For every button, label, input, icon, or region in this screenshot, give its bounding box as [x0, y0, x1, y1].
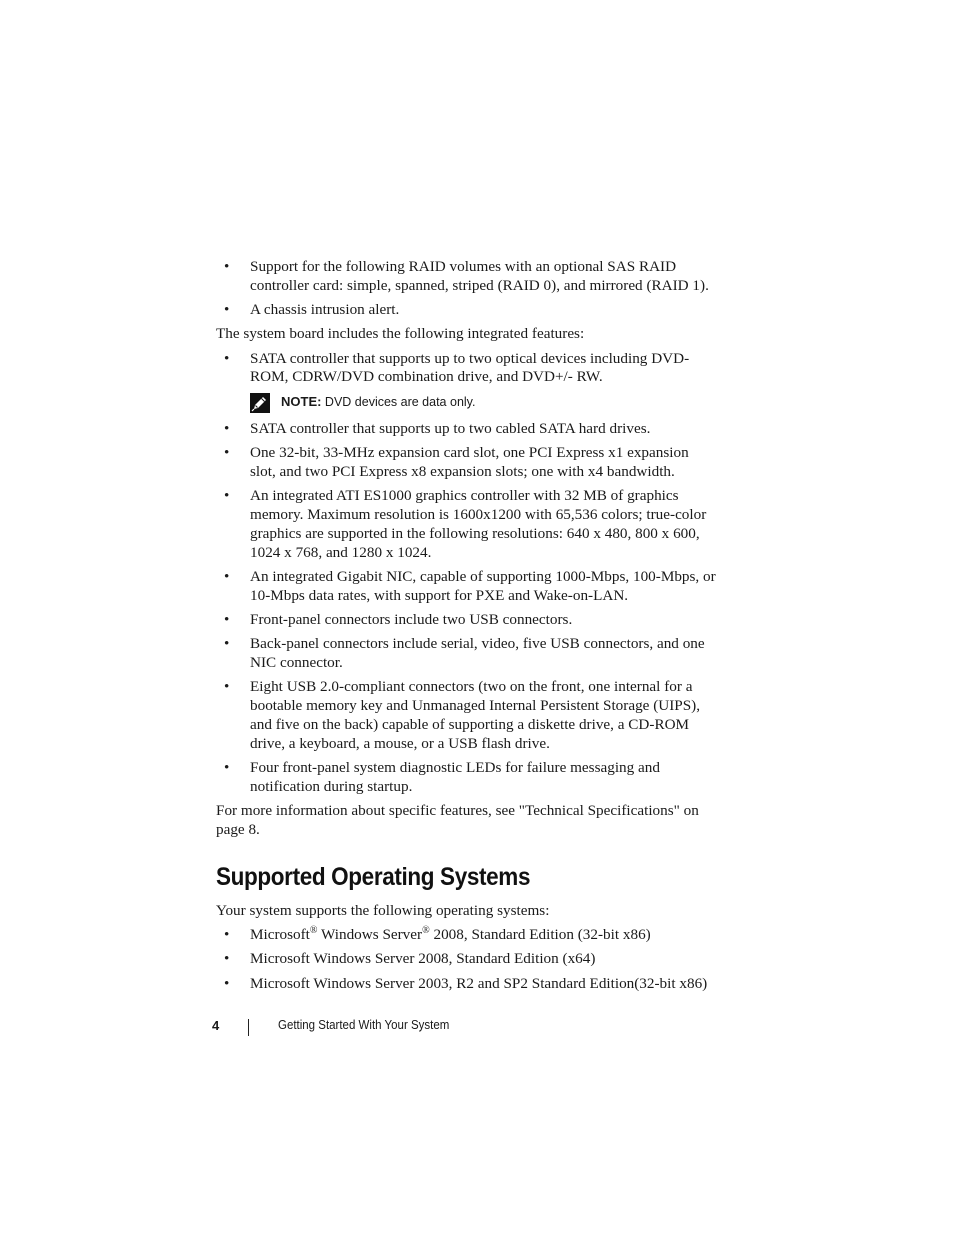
bullet-icon: • — [224, 678, 230, 696]
bullet-icon: • — [224, 926, 230, 944]
list-item — [216, 759, 716, 797]
list-item-text: SATA controller that supports up to two optical devices including DVD-ROM, CDRW/DVD combination drive, and DVD+/- RW. — [250, 349, 690, 386]
list-item — [216, 487, 716, 562]
list-item — [216, 975, 716, 994]
note-label: NOTE: — [281, 393, 322, 409]
operating-systems-list — [216, 926, 716, 993]
bullet-icon: • — [224, 759, 230, 777]
list-item — [216, 258, 716, 296]
list-item-text: Microsoft Windows Server 2003, R2 and SP2 Standard Edition(32-bit x86) — [250, 974, 708, 992]
registered-mark: ® — [309, 925, 318, 937]
page-number: 4 — [212, 1018, 220, 1033]
page-content — [216, 258, 716, 999]
page-footer — [0, 1018, 954, 1038]
note-pencil-icon — [250, 393, 270, 413]
os-name-part: Microsoft — [250, 926, 310, 944]
list-item-text: SATA controller that supports up to two cabled SATA hard drives. — [250, 419, 651, 437]
bullet-icon: • — [224, 444, 230, 462]
bullet-icon: • — [224, 974, 230, 992]
footer-chapter-title: Getting Started With Your System — [278, 1018, 450, 1032]
list-item-text: An integrated Gigabit NIC, capable of supporting 1000-Mbps, 100-Mbps, or 10-Mbps data rates, with support for PXE and Wake-on-LAN. — [250, 567, 716, 604]
list-item — [216, 926, 716, 945]
list-item — [216, 350, 716, 388]
section-heading: Supported Operating Systems — [216, 862, 531, 891]
bullet-icon: • — [224, 635, 230, 653]
list-item-text: Four front-panel system diagnostic LEDs for failure messaging and notification during startup. — [250, 759, 660, 795]
bullet-icon: • — [224, 950, 230, 968]
list-item — [216, 444, 716, 482]
list-item-text: One 32-bit, 33-MHz expansion card slot, one PCI Express x1 expansion slot, and two PCI Express x8 expansion slots; one with x4 bandwidth. — [250, 444, 689, 480]
list-item-text: An integrated ATI ES1000 graphics controller with 32 MB of graphics memory. Maximum resolution is 1600x1200 with 65,536 colors; true-color graphics are supported in the following resolutions: 640 x 480, 800 x 600, 1024 x 768, and 1280 x 1024. — [250, 487, 707, 561]
note-text: DVD devices are data only. — [321, 394, 476, 409]
list-item — [216, 611, 716, 630]
list-item — [216, 950, 716, 969]
list-item — [216, 568, 716, 606]
list-item-text: A chassis intrusion alert. — [250, 301, 400, 319]
bullet-icon: • — [224, 487, 230, 505]
list-item — [216, 678, 716, 753]
more-info-paragraph: For more information about specific features, see "Technical Specifications" on page 8. — [216, 802, 699, 838]
list-item-text: Back-panel connectors include serial, video, five USB connectors, and one NIC connector. — [250, 635, 705, 672]
list-item — [216, 635, 716, 673]
list-item-text: Microsoft Windows Server 2008, Standard Edition (x64) — [250, 950, 596, 968]
bullet-icon: • — [224, 258, 230, 275]
bullet-icon: • — [224, 301, 230, 319]
note-callout — [216, 393, 716, 415]
raid-features-list — [216, 258, 716, 320]
os-name-part: Windows Server — [317, 926, 423, 944]
bullet-icon: • — [224, 419, 230, 437]
list-item — [216, 420, 716, 439]
bullet-icon: • — [224, 610, 230, 628]
integrated-features-intro: The system board includes the following integrated features: — [216, 325, 585, 343]
registered-mark: ® — [422, 925, 430, 937]
os-name-part: 2008, Standard Edition (32-bit x86) — [429, 926, 651, 944]
bullet-icon: • — [224, 349, 230, 367]
bullet-icon: • — [224, 567, 230, 585]
list-item-text: Eight USB 2.0-compliant connectors (two on the front, one internal for a bootable memory key and Unmanaged Internal Persistent Storage (UIPS), and five on the back) capable of supporting a diskette drive, a CD-ROM drive, a keyboard, a mouse, or a USB flash drive. — [250, 678, 701, 752]
list-item-text: Front-panel connectors include two USB connectors. — [250, 610, 573, 628]
os-intro-paragraph: Your system supports the following operating systems: — [216, 901, 550, 919]
list-item-text: Support for the following RAID volumes with an optional SAS RAID controller card: simple, spanned, striped (RAID 0), and mirrored (RAID 1). — [250, 258, 709, 294]
integrated-features-list-continued — [216, 420, 716, 797]
footer-divider — [248, 1019, 249, 1036]
list-item — [216, 301, 716, 320]
integrated-features-list — [216, 350, 716, 388]
